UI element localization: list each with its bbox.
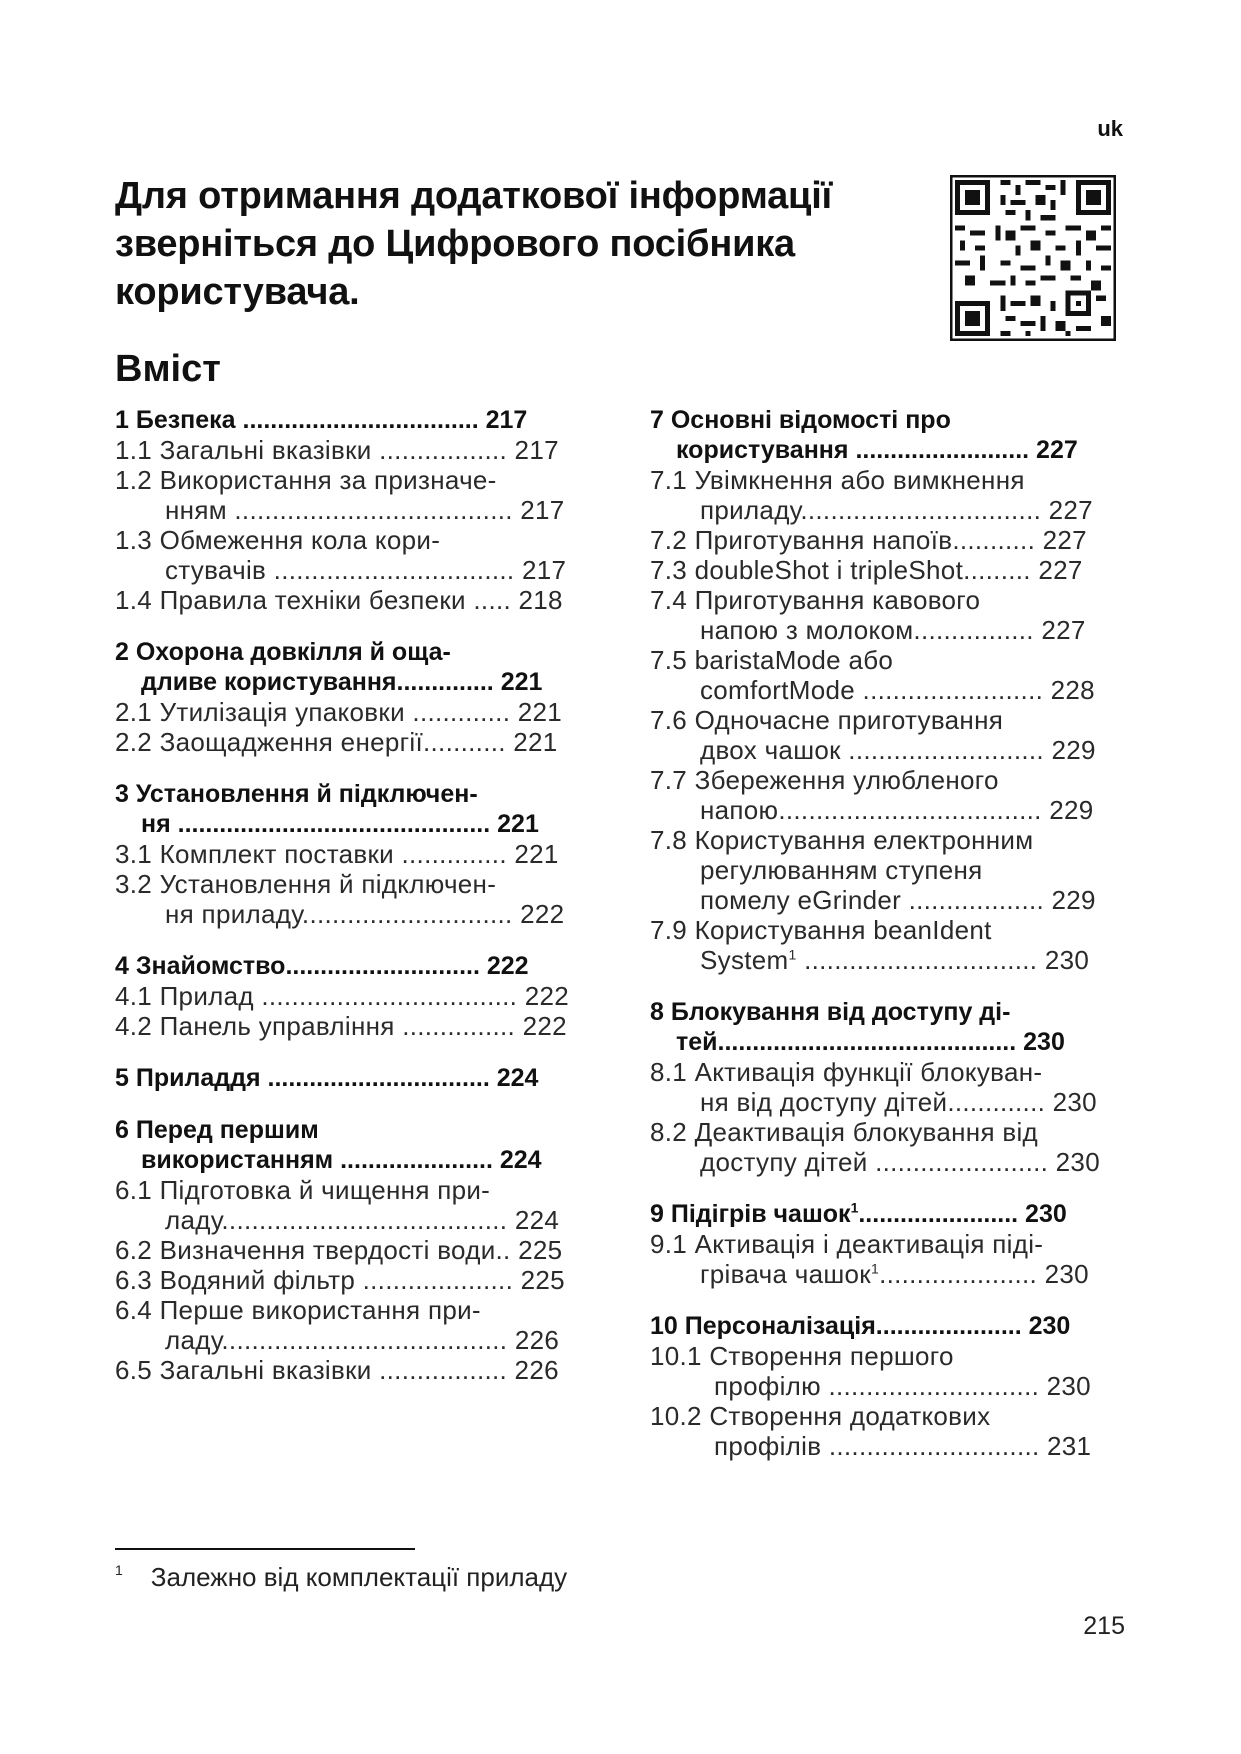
toc-section-9 bbox=[650, 1199, 1140, 1289]
toc-item-7-9-text: System bbox=[700, 945, 789, 975]
toc-chapter-5[interactable]: 5 Приладдя ................................ 224 bbox=[115, 1064, 539, 1092]
toc-chapter-2[interactable]: 2 Охорона довкілля й оща- bbox=[115, 638, 451, 666]
toc-chapter-7-cont[interactable]: користування ......................... 227 bbox=[676, 436, 1078, 464]
toc-chapter-8[interactable]: 8 Блокування від доступу ді- bbox=[650, 998, 1011, 1026]
toc-item-1-1[interactable]: 1.1 Загальні вказівки ................. 217 bbox=[115, 435, 559, 465]
footnote-text: Залежно від комплектації приладу bbox=[150, 1562, 568, 1592]
toc-item-4-1[interactable]: 4.1 Прилад .................................. 222 bbox=[115, 981, 569, 1011]
language-code: uk bbox=[1097, 116, 1123, 141]
toc-item-8-1-cont[interactable]: ня від доступу дітей............. 230 bbox=[700, 1087, 1097, 1117]
footnote-divider bbox=[115, 1548, 415, 1550]
headline: Для отримання додаткової інформації зверніться до Цифрового посібника користувача. bbox=[115, 175, 833, 313]
toc-item-3-1[interactable]: 3.1 Комплект поставки .............. 221 bbox=[115, 839, 559, 869]
toc-item-7-7-cont[interactable]: напою................................... 229 bbox=[700, 795, 1094, 825]
toc-item-7-1[interactable]: 7.1 Увімкнення або вимкнення bbox=[650, 465, 1025, 495]
toc-item-7-9-page: ............................... 230 bbox=[796, 945, 1090, 975]
toc-item-1-4[interactable]: 1.4 Правила техніки безпеки ..... 218 bbox=[115, 585, 563, 615]
toc-item-7-3[interactable]: 7.3 doubleShot і tripleShot......... 227 bbox=[650, 555, 1083, 585]
toc-section-10 bbox=[650, 1311, 1140, 1461]
toc-item-10-2[interactable]: 10.2 Створення додаткових bbox=[650, 1401, 991, 1431]
toc-chapter-10[interactable]: 10 Персоналізація..................... 230 bbox=[650, 1312, 1071, 1340]
toc-item-10-1[interactable]: 10.1 Створення першого bbox=[650, 1341, 954, 1371]
footnote-ref: 1 bbox=[870, 1260, 880, 1277]
toc-item-8-2-cont[interactable]: доступу дітей ....................... 230 bbox=[700, 1147, 1100, 1177]
toc-item-7-1-cont[interactable]: приладу................................ 227 bbox=[700, 495, 1093, 525]
toc-item-9-1[interactable]: 9.1 Активація і деактивація піді- bbox=[650, 1229, 1044, 1259]
toc-chapter-1[interactable]: 1 Безпека .................................. 217 bbox=[115, 406, 528, 434]
toc-item-9-1-page: ..................... 230 bbox=[879, 1259, 1089, 1289]
toc-item-2-2[interactable]: 2.2 Заощадження енергії........... 221 bbox=[115, 727, 558, 757]
toc-item-6-3[interactable]: 6.3 Водяний фільтр .................... 225 bbox=[115, 1265, 565, 1295]
footnote-ref: 1 bbox=[850, 1199, 859, 1216]
toc-item-2-1[interactable]: 2.1 Утилізація упаковки ............. 221 bbox=[115, 697, 563, 727]
toc-item-10-2-cont[interactable]: профілів ............................ 231 bbox=[714, 1431, 1092, 1461]
toc-right-column bbox=[650, 405, 1140, 1483]
toc-item-6-1-cont[interactable]: ладу...................................... 224 bbox=[165, 1205, 560, 1235]
toc-chapter-3-cont[interactable]: ня ............................................. 221 bbox=[141, 810, 539, 838]
qr-code-icon bbox=[950, 175, 1116, 341]
toc-item-7-5-cont[interactable]: comfortMode ........................ 228 bbox=[700, 675, 1095, 705]
toc-chapter-2-cont[interactable]: дливе користування.............. 221 bbox=[141, 668, 543, 696]
toc-item-10-1-cont[interactable]: профілю ............................ 230 bbox=[714, 1371, 1091, 1401]
toc-item-3-2-cont[interactable]: ня приладу............................ 222 bbox=[165, 899, 565, 929]
footnote-ref: 1 bbox=[788, 946, 797, 963]
toc-chapter-3[interactable]: 3 Установлення й підключен- bbox=[115, 780, 478, 808]
toc-item-8-1[interactable]: 8.1 Активація функції блокуван- bbox=[650, 1057, 1043, 1087]
toc-chapter-9[interactable] bbox=[650, 1199, 1140, 1229]
toc-item-6-1[interactable]: 6.1 Підготовка й чищення при- bbox=[115, 1175, 491, 1205]
toc-item-3-2[interactable]: 3.2 Установлення й підключен- bbox=[115, 869, 497, 899]
toc-item-7-6[interactable]: 7.6 Одночасне приготування bbox=[650, 705, 1004, 735]
toc-section-1 bbox=[115, 405, 605, 615]
toc-left-column bbox=[115, 405, 605, 1407]
contents-title: Вміст bbox=[115, 348, 221, 390]
toc-item-7-8[interactable]: 7.8 Користування електронним bbox=[650, 825, 1034, 855]
toc-item-7-2[interactable]: 7.2 Приготування напоїв........... 227 bbox=[650, 525, 1087, 555]
toc-item-6-4-cont[interactable]: ладу...................................... 226 bbox=[165, 1325, 560, 1355]
toc-item-7-5[interactable]: 7.5 baristaMode або bbox=[650, 645, 894, 675]
toc-section-4 bbox=[115, 951, 605, 1041]
toc-item-7-6-cont[interactable]: двох чашок .......................... 229 bbox=[700, 735, 1096, 765]
toc-chapter-9-page: ....................... 230 bbox=[858, 1200, 1067, 1228]
toc-chapter-9-text: 9 Підігрів чашок bbox=[650, 1200, 851, 1228]
toc-item-7-7[interactable]: 7.7 Збереження улюбленого bbox=[650, 765, 999, 795]
toc-section-2 bbox=[115, 637, 605, 757]
toc-item-7-4-cont[interactable]: напою з молоком................ 227 bbox=[700, 615, 1086, 645]
toc-item-7-4[interactable]: 7.4 Приготування кавового bbox=[650, 585, 981, 615]
toc-chapter-8-cont[interactable]: тей........................................... 230 bbox=[676, 1028, 1065, 1056]
toc-item-4-2[interactable]: 4.2 Панель управління ............... 222 bbox=[115, 1011, 567, 1041]
toc-item-1-3-cont[interactable]: стувачів ................................ 217 bbox=[165, 555, 567, 585]
toc-item-1-3[interactable]: 1.3 Обмеження кола кори- bbox=[115, 525, 441, 555]
toc-chapter-7[interactable]: 7 Основні відомості про bbox=[650, 406, 951, 434]
toc-item-9-1-cont[interactable] bbox=[650, 1259, 1140, 1289]
toc-item-6-4[interactable]: 6.4 Перше використання при- bbox=[115, 1295, 481, 1325]
toc-item-6-5[interactable]: 6.5 Загальні вказівки ................. 226 bbox=[115, 1355, 559, 1385]
toc-section-8 bbox=[650, 997, 1140, 1177]
toc-item-9-1-text: грівача чашок bbox=[700, 1259, 871, 1289]
toc-item-1-2-cont[interactable]: нням ..................................... 217 bbox=[165, 495, 565, 525]
toc-chapter-6[interactable]: 6 Перед першим bbox=[115, 1116, 319, 1144]
page-number: 215 bbox=[1083, 1612, 1125, 1640]
toc-chapter-6-cont[interactable]: використанням ...................... 224 bbox=[141, 1146, 542, 1174]
toc-section-3 bbox=[115, 779, 605, 929]
toc-item-1-2[interactable]: 1.2 Використання за призначе- bbox=[115, 465, 497, 495]
footnote-mark: 1 bbox=[115, 1562, 123, 1578]
toc-item-8-2[interactable]: 8.2 Деактивація блокування від bbox=[650, 1117, 1039, 1147]
toc-item-7-8-cont[interactable]: регулюванням ступеня bbox=[700, 855, 983, 885]
toc-section-7 bbox=[650, 405, 1140, 975]
footnote bbox=[115, 1562, 567, 1593]
toc-section-6 bbox=[115, 1115, 605, 1385]
toc-item-7-9[interactable]: 7.9 Користування beanIdent bbox=[650, 915, 992, 945]
toc-item-7-9-cont[interactable] bbox=[650, 945, 1140, 975]
toc-item-7-8-cont2[interactable]: помелу eGrinder .................. 229 bbox=[700, 885, 1096, 915]
toc-chapter-4[interactable]: 4 Знайомство............................ 222 bbox=[115, 952, 529, 980]
toc-section-5 bbox=[115, 1063, 605, 1093]
toc-item-6-2[interactable]: 6.2 Визначення твердості води.. 225 bbox=[115, 1235, 563, 1265]
